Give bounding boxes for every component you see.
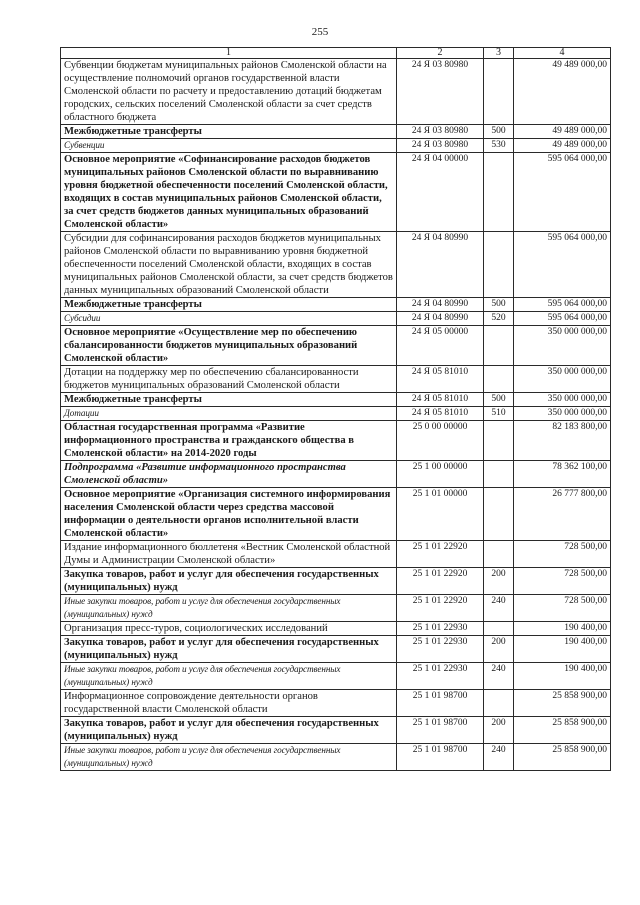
row-type-cell: 510 [484, 407, 514, 421]
row-type-cell: 200 [484, 568, 514, 595]
row-name-cell: Дотации на поддержку мер по обеспечению сбалансированности бюджетов муниципальных образований Смоленской области [61, 366, 397, 393]
table-row [61, 568, 611, 595]
row-type-cell: 240 [484, 663, 514, 690]
row-type-cell: 500 [484, 125, 514, 139]
table-row [61, 744, 611, 771]
row-code-cell: 24 Я 04 80990 [397, 232, 484, 298]
row-amount-cell: 49 489 000,00 [514, 59, 611, 125]
row-code-cell: 24 Я 04 80990 [397, 312, 484, 326]
row-code-cell: 25 1 01 22920 [397, 568, 484, 595]
row-type-cell [484, 232, 514, 298]
row-name-cell: Основное мероприятие «Организация системного информирования населения Смоленской области через средства массовой информации о деятельности органов исполнительной власти Смоленской области» [61, 488, 397, 541]
row-type-cell [484, 421, 514, 461]
row-amount-cell: 350 000 000,00 [514, 407, 611, 421]
row-amount-cell: 49 489 000,00 [514, 139, 611, 153]
row-name-cell: Межбюджетные трансферты [61, 298, 397, 312]
row-amount-cell: 190 400,00 [514, 622, 611, 636]
row-amount-cell: 350 000 000,00 [514, 366, 611, 393]
row-code-cell: 25 1 01 98700 [397, 690, 484, 717]
row-amount-cell: 26 777 800,00 [514, 488, 611, 541]
row-type-cell [484, 690, 514, 717]
budget-table [60, 47, 611, 771]
row-type-cell [484, 366, 514, 393]
row-name-cell: Иные закупки товаров, работ и услуг для обеспечения государственных (муниципальных) нужд [61, 744, 397, 771]
row-amount-cell: 78 362 100,00 [514, 461, 611, 488]
row-amount-cell: 350 000 000,00 [514, 393, 611, 407]
row-type-cell: 240 [484, 595, 514, 622]
row-code-cell: 25 1 01 22930 [397, 636, 484, 663]
row-amount-cell: 595 064 000,00 [514, 312, 611, 326]
row-name-cell: Межбюджетные трансферты [61, 393, 397, 407]
header-col-4: 4 [514, 48, 611, 59]
row-amount-cell: 595 064 000,00 [514, 153, 611, 232]
row-type-cell [484, 541, 514, 568]
table-row [61, 393, 611, 407]
row-name-cell: Иные закупки товаров, работ и услуг для обеспечения государственных (муниципальных) нужд [61, 595, 397, 622]
row-name-cell: Закупка товаров, работ и услуг для обеспечения государственных (муниципальных) нужд [61, 568, 397, 595]
row-code-cell: 25 1 01 00000 [397, 488, 484, 541]
table-row [61, 298, 611, 312]
table-header-row [61, 48, 611, 59]
row-type-cell [484, 461, 514, 488]
row-amount-cell: 190 400,00 [514, 636, 611, 663]
table-row [61, 690, 611, 717]
row-code-cell: 24 Я 05 81010 [397, 407, 484, 421]
row-amount-cell: 350 000 000,00 [514, 326, 611, 366]
row-amount-cell: 595 064 000,00 [514, 298, 611, 312]
row-code-cell: 25 1 00 00000 [397, 461, 484, 488]
row-name-cell: Субвенции бюджетам муниципальных районов Смоленской области на осуществление полномочий органов государственной власти Смоленской области по расчету и предоставлению дотаций бюджетам городских, сельских поселений Смоленской области за счет средств областного бюджета [61, 59, 397, 125]
row-type-cell: 520 [484, 312, 514, 326]
row-type-cell: 200 [484, 717, 514, 744]
row-code-cell: 24 Я 03 80980 [397, 125, 484, 139]
table-row [61, 622, 611, 636]
row-name-cell: Дотации [61, 407, 397, 421]
header-col-2: 2 [397, 48, 484, 59]
row-amount-cell: 728 500,00 [514, 595, 611, 622]
table-row [61, 232, 611, 298]
table-row [61, 125, 611, 139]
row-code-cell: 24 Я 03 80980 [397, 59, 484, 125]
row-type-cell: 530 [484, 139, 514, 153]
row-code-cell: 24 Я 04 80990 [397, 298, 484, 312]
row-amount-cell: 25 858 900,00 [514, 717, 611, 744]
row-type-cell [484, 326, 514, 366]
row-type-cell: 200 [484, 636, 514, 663]
row-type-cell [484, 488, 514, 541]
row-name-cell: Основное мероприятие «Софинансирование расходов бюджетов муниципальных районов Смоленской области по выравниванию уровня бюджетной обеспеченности поселений Смоленской области, входящих в состав муниципальных районов Смоленской области, за счет средств бюджетов данных муниципальных образований Смоленской области» [61, 153, 397, 232]
row-name-cell: Иные закупки товаров, работ и услуг для обеспечения государственных (муниципальных) нужд [61, 663, 397, 690]
row-name-cell: Субсидии для софинансирования расходов бюджетов муниципальных районов Смоленской области по выравниванию уровня бюджетной обеспеченности поселений Смоленской области, входящих в состав муниципальных районов Смоленской области, за счет средств бюджетов данных муниципальных образований Смоленской области [61, 232, 397, 298]
row-code-cell: 24 Я 04 00000 [397, 153, 484, 232]
row-type-cell: 240 [484, 744, 514, 771]
row-name-cell: Закупка товаров, работ и услуг для обеспечения государственных (муниципальных) нужд [61, 717, 397, 744]
row-amount-cell: 49 489 000,00 [514, 125, 611, 139]
row-type-cell: 500 [484, 393, 514, 407]
table-row [61, 488, 611, 541]
row-amount-cell: 25 858 900,00 [514, 690, 611, 717]
row-amount-cell: 728 500,00 [514, 541, 611, 568]
row-code-cell: 25 1 01 22930 [397, 663, 484, 690]
header-col-1: 1 [61, 48, 397, 59]
table-row [61, 421, 611, 461]
row-code-cell: 25 1 01 22920 [397, 541, 484, 568]
table-row [61, 312, 611, 326]
row-code-cell: 25 1 01 98700 [397, 717, 484, 744]
row-amount-cell: 595 064 000,00 [514, 232, 611, 298]
row-type-cell [484, 622, 514, 636]
row-name-cell: Субсидии [61, 312, 397, 326]
table-body [61, 59, 611, 771]
row-code-cell: 24 Я 03 80980 [397, 139, 484, 153]
row-name-cell: Основное мероприятие «Осуществление мер по обеспечению сбалансированности бюджетов муниципальных образований Смоленской области» [61, 326, 397, 366]
row-name-cell: Подпрограмма «Развитие информационного пространства Смоленской области» [61, 461, 397, 488]
row-name-cell: Областная государственная программа «Развитие информационного пространства и гражданского общества в Смоленской области» на 2014-2020 годы [61, 421, 397, 461]
table-row [61, 717, 611, 744]
row-amount-cell: 25 858 900,00 [514, 744, 611, 771]
table-row [61, 595, 611, 622]
row-amount-cell: 728 500,00 [514, 568, 611, 595]
row-code-cell: 25 1 01 98700 [397, 744, 484, 771]
row-name-cell: Субвенции [61, 139, 397, 153]
table-row [61, 663, 611, 690]
row-name-cell: Организация пресс-туров, социологических исследований [61, 622, 397, 636]
row-type-cell [484, 59, 514, 125]
table-row [61, 326, 611, 366]
row-type-cell: 500 [484, 298, 514, 312]
table-row [61, 59, 611, 125]
row-amount-cell: 190 400,00 [514, 663, 611, 690]
row-amount-cell: 82 183 800,00 [514, 421, 611, 461]
table-row [61, 366, 611, 393]
row-name-cell: Закупка товаров, работ и услуг для обеспечения государственных (муниципальных) нужд [61, 636, 397, 663]
row-code-cell: 25 1 01 22930 [397, 622, 484, 636]
row-code-cell: 25 0 00 00000 [397, 421, 484, 461]
table-row [61, 461, 611, 488]
page-number: 255 [311, 26, 329, 38]
table-row [61, 153, 611, 232]
row-code-cell: 24 Я 05 00000 [397, 326, 484, 366]
row-name-cell: Издание информационного бюллетеня «Вестник Смоленской областной Думы и Администрации Смоленской области» [61, 541, 397, 568]
table-row [61, 541, 611, 568]
row-name-cell: Информационное сопровождение деятельности органов государственной власти Смоленской области [61, 690, 397, 717]
row-type-cell [484, 153, 514, 232]
header-col-3: 3 [484, 48, 514, 59]
table-row [61, 636, 611, 663]
table-row [61, 139, 611, 153]
row-name-cell: Межбюджетные трансферты [61, 125, 397, 139]
row-code-cell: 25 1 01 22920 [397, 595, 484, 622]
row-code-cell: 24 Я 05 81010 [397, 393, 484, 407]
table-row [61, 407, 611, 421]
row-code-cell: 24 Я 05 81010 [397, 366, 484, 393]
